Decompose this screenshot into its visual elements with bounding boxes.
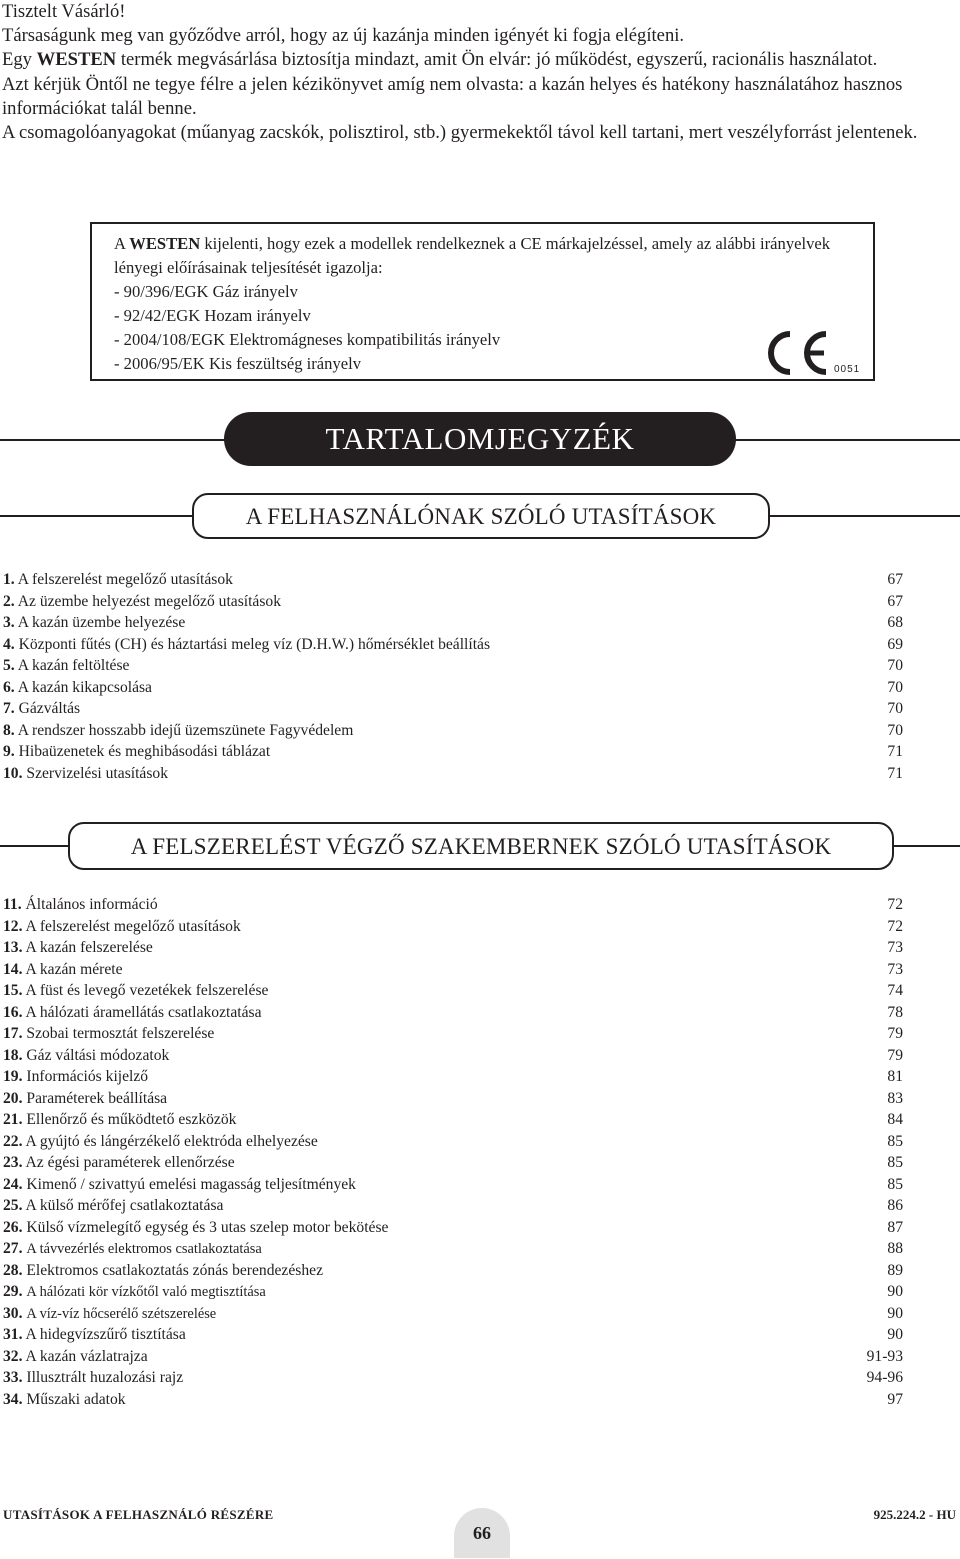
toc-entry[interactable]: 18. Gáz váltási módozatok 79 bbox=[3, 1046, 903, 1064]
footer-document-code: 925.224.2 - HU bbox=[873, 1507, 956, 1522]
toc-entry[interactable]: 7. Gázváltás 70 bbox=[3, 700, 903, 717]
toc-entry[interactable]: 22. A gyújtó és lángérzékelő elektróda elhelyezése 85 bbox=[3, 1132, 903, 1150]
toc-entry[interactable]: 33. Illusztrált huzalozási rajz 94-96 bbox=[3, 1369, 903, 1386]
toc-entry[interactable]: 1. A felszerelést megelőző utasítások 67 bbox=[3, 571, 903, 588]
toc-title: TARTALOMJEGYZÉK bbox=[325, 421, 635, 456]
toc-entry[interactable]: 31. A hidegvízszűrő tisztítása 90 bbox=[3, 1326, 903, 1343]
toc-entry[interactable]: 8. A rendszer hosszabb idejű üzemszünete Fagyvédelem 70 bbox=[3, 721, 903, 739]
toc-entry[interactable]: 2. Az üzembe helyezést megelőző utasítások 67 bbox=[3, 592, 903, 610]
greeting: Tisztelt Vásárló! bbox=[2, 1, 126, 22]
intro-line-1: Társaságunk meg van győződve arról, hogy az új kazánja minden igényét ki fogja elégíteni. bbox=[2, 25, 685, 47]
ce-declaration-box bbox=[90, 222, 875, 381]
brand-name: WESTEN bbox=[129, 234, 201, 253]
toc-entry[interactable]: 5. A kazán feltöltése 70 bbox=[3, 657, 903, 674]
toc-entry[interactable]: 23. Az égési paraméterek ellenőrzése 85 bbox=[3, 1154, 903, 1171]
ce-mark-icon bbox=[760, 330, 832, 376]
toc-entry[interactable]: 34. Műszaki adatok 97 bbox=[3, 1390, 903, 1408]
toc-entry[interactable]: 11. Általános információ 72 bbox=[3, 896, 903, 913]
toc-entry[interactable]: 10. Szervizelési utasítások 71 bbox=[3, 764, 903, 782]
brand-name: WESTEN bbox=[36, 49, 117, 71]
toc-entry[interactable]: 27. A távvezérlés elektromos csatlakoztatása 88 bbox=[3, 1240, 903, 1257]
directive-item: - 90/396/EGK Gáz irányelv bbox=[114, 282, 298, 301]
toc-entry[interactable]: 17. Szobai termosztát felszerelése 79 bbox=[3, 1025, 903, 1042]
toc-entry[interactable]: 32. A kazán vázlatrajza 91-93 bbox=[3, 1347, 903, 1365]
toc-entry[interactable]: 14. A kazán mérete 73 bbox=[3, 960, 903, 978]
intro-line-3: Azt kérjük Öntől ne tegye félre a jelen kézikönyvet amíg nem olvasta: a kazán helyes és hatékony használatához hasznos információkat talál benne. bbox=[2, 73, 903, 119]
page-number: 66 bbox=[454, 1508, 510, 1558]
toc-entry[interactable]: 25. A külső mérőfej csatlakoztatása 86 bbox=[3, 1197, 903, 1214]
toc-entry[interactable]: 3. A kazán üzembe helyezése 68 bbox=[3, 614, 903, 631]
directive-item: - 2004/108/EGK Elektromágneses kompatibilitás irányelv bbox=[114, 330, 501, 349]
installer-toc-list bbox=[3, 894, 903, 1410]
intro-line-4: A csomagolóanyagokat (műanyag zacskók, polisztirol, stb.) gyermekektől távol kell tartani, mert veszélyforrást jelentenek. bbox=[2, 122, 918, 144]
footer-section-title: UTASÍTÁSOK A FELHASZNÁLÓ RÉSZÉRE bbox=[3, 1507, 274, 1522]
installer-section-banner bbox=[0, 822, 960, 872]
installer-section-title: A FELSZERELÉST VÉGZŐ SZAKEMBERNEK SZÓLÓ UTASÍTÁSOK bbox=[68, 822, 894, 870]
toc-entry[interactable]: 26. Külső vízmelegítő egység és 3 utas szelep motor bekötése 87 bbox=[3, 1218, 903, 1236]
toc-entry[interactable]: 28. Elektromos csatlakoztatás zónás berendezéshez 89 bbox=[3, 1261, 903, 1279]
toc-entry[interactable]: 20. Paraméterek beállítása 83 bbox=[3, 1089, 903, 1107]
toc-entry[interactable]: 9. Hibaüzenetek és meghibásodási táblázat 71 bbox=[3, 743, 903, 760]
ce-notified-body-number: 0051 bbox=[834, 364, 861, 375]
toc-entry[interactable]: 15. A füst és levegő vezetékek felszerelése 74 bbox=[3, 982, 903, 999]
toc-entry[interactable]: 24. Kimenő / szivattyú emelési magasság teljesítmények 85 bbox=[3, 1175, 903, 1193]
toc-entry[interactable]: 4. Központi fűtés (CH) és háztartási meleg víz (D.H.W.) hőmérséklet beállítás 69 bbox=[3, 635, 903, 653]
directive-item: - 2006/95/EK Kis feszültség irányelv bbox=[114, 354, 362, 373]
toc-entry[interactable]: 19. Információs kijelző 81 bbox=[3, 1068, 903, 1085]
intro-text bbox=[2, 0, 952, 145]
toc-entry[interactable]: 13. A kazán felszerelése 73 bbox=[3, 939, 903, 956]
toc-entry[interactable]: 12. A felszerelést megelőző utasítások 72 bbox=[3, 917, 903, 935]
user-section-title: A FELHASZNÁLÓNAK SZÓLÓ UTASÍTÁSOK bbox=[192, 493, 770, 539]
toc-banner bbox=[0, 412, 960, 468]
toc-entry[interactable]: 30. A víz-víz hőcserélő szétszerelése 90 bbox=[3, 1304, 903, 1322]
toc-entry[interactable]: 6. A kazán kikapcsolása 70 bbox=[3, 678, 903, 696]
toc-entry[interactable]: 29. A hálózati kör vízkőtől való megtisztítása 90 bbox=[3, 1283, 903, 1300]
toc-entry[interactable]: 16. A hálózati áramellátás csatlakoztatása 78 bbox=[3, 1003, 903, 1021]
ce-declaration-statement: A WESTEN kijelenti, hogy ezek a modellek rendelkeznek a CE márkajelzéssel, amely az alábbi irányelvek lényegi előírásainak teljesítését igazolja: bbox=[114, 234, 831, 277]
directive-item: - 92/42/EGK Hozam irányelv bbox=[114, 306, 311, 325]
user-section-banner bbox=[0, 493, 960, 541]
user-toc-list bbox=[3, 569, 903, 784]
intro-line-2: Egy WESTEN termék megvásárlása biztosítja mindazt, amit Ön elvár: jó működést, egyszerű, racionális használatot. bbox=[2, 49, 878, 71]
toc-entry[interactable]: 21. Ellenőrző és működtető eszközök 84 bbox=[3, 1111, 903, 1128]
